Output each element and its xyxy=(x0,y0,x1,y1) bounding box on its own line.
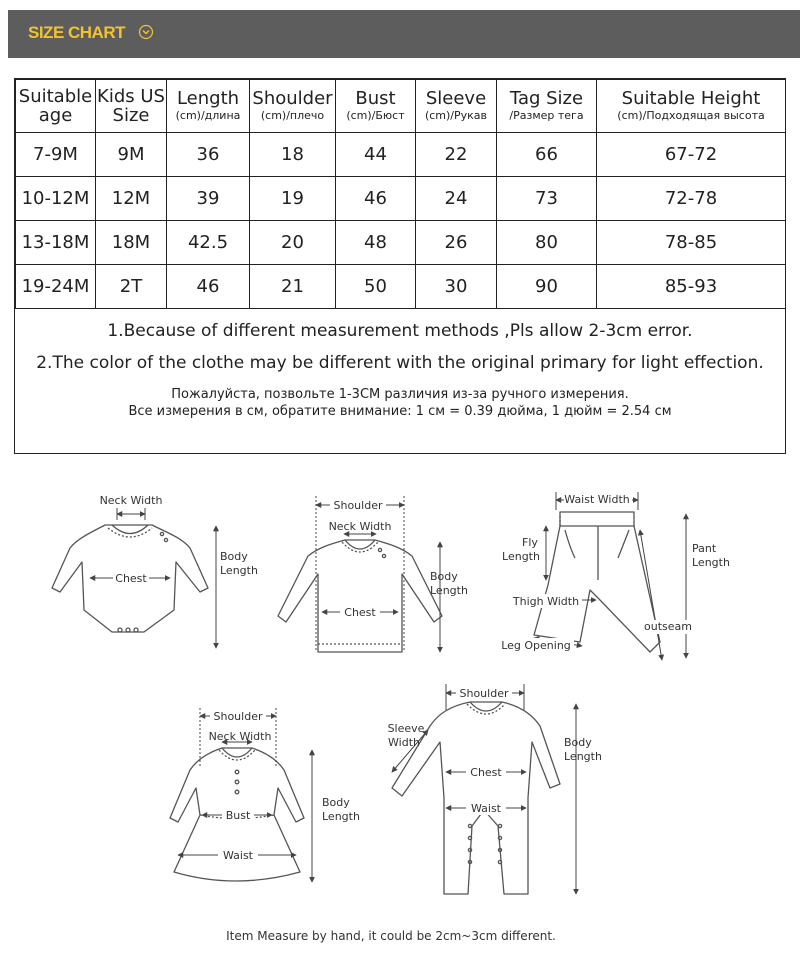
cell-height: 67-72 xyxy=(597,133,786,177)
cell-shoulder: 19 xyxy=(250,177,336,221)
label-bodysuit-neck: Neck Width xyxy=(99,494,163,507)
header-cell-age: Suitable age xyxy=(16,80,96,133)
header-cell-length: Length (cm)/длина xyxy=(167,80,250,133)
label-pants-thigh: Thigh Width xyxy=(512,595,580,608)
label-pants-pant: Pant xyxy=(692,542,717,555)
label-dress-length: Length xyxy=(322,810,360,823)
cell-us-size: 18M xyxy=(96,221,167,265)
table-row xyxy=(16,177,786,221)
label-dress-shoulder: Shoulder xyxy=(213,710,263,723)
label-romper-sleeve-width: Width xyxy=(388,736,420,749)
label-pants-fly: Fly xyxy=(522,536,538,549)
cell-age: 19-24M xyxy=(16,265,96,309)
label-top-neck: Neck Width xyxy=(328,520,392,533)
label-dress-waist: Waist xyxy=(222,849,254,862)
header-title: SIZE CHART xyxy=(28,23,125,42)
size-table xyxy=(15,79,786,309)
note-color-difference: 2.The color of the clothe may be different with the original primary for light effection. xyxy=(36,353,764,373)
table-header-row xyxy=(16,80,786,133)
header-cell-bust: Bust (cm)/Бюст xyxy=(336,80,416,133)
cell-us-size: 12M xyxy=(96,177,167,221)
cell-tag-size: 73 xyxy=(497,177,597,221)
cell-tag-size: 90 xyxy=(497,265,597,309)
label-romper-sleeve: Sleeve xyxy=(387,722,425,735)
cell-age: 7-9M xyxy=(16,133,96,177)
cell-bust: 48 xyxy=(336,221,416,265)
cell-bust: 44 xyxy=(336,133,416,177)
header-cell-sleeve: Sleeve (cm)/Рукав xyxy=(416,80,497,133)
cell-sleeve: 30 xyxy=(416,265,497,309)
cell-sleeve: 26 xyxy=(416,221,497,265)
label-romper-waist: Waist xyxy=(470,802,502,815)
label-top-length: Length xyxy=(430,584,468,597)
cell-shoulder: 21 xyxy=(250,265,336,309)
cell-tag-size: 66 xyxy=(497,133,597,177)
label-romper-length: Length xyxy=(564,750,602,763)
label-romper-body: Body xyxy=(564,736,592,749)
cell-length: 46 xyxy=(167,265,250,309)
label-romper-shoulder: Shoulder xyxy=(459,687,509,700)
label-dress-bust: Bust xyxy=(225,809,251,822)
note-russian-error: Пожалуйста, позвольте 1-3CM различия из-за ручного измерения. xyxy=(171,387,629,402)
cell-sleeve: 22 xyxy=(416,133,497,177)
header-cell-shoulder: Shoulder (cm)/плечо xyxy=(250,80,336,133)
cell-bust: 50 xyxy=(336,265,416,309)
label-top-shoulder: Shoulder xyxy=(333,499,383,512)
footer-note: Item Measure by hand, it could be 2cm~3cm different. xyxy=(226,929,556,943)
cell-height: 72-78 xyxy=(597,177,786,221)
label-pants-leg: Leg Opening xyxy=(501,639,571,652)
size-chart-header xyxy=(8,10,800,58)
table-row xyxy=(16,133,786,177)
label-dress-body: Body xyxy=(322,796,350,809)
header-cell-height: Suitable Height (cm)/Подходящая высота xyxy=(597,80,786,133)
cell-length: 39 xyxy=(167,177,250,221)
label-pants-fly-length: Length xyxy=(502,550,540,563)
note-measurement-error: 1.Because of different measurement methods ,Pls allow 2-3cm error. xyxy=(107,321,693,341)
chevron-down-circle-icon xyxy=(138,24,154,40)
cell-sleeve: 24 xyxy=(416,177,497,221)
cell-us-size: 2T xyxy=(96,265,167,309)
cell-bust: 46 xyxy=(336,177,416,221)
note-russian-units: Все измерения в см, обратите внимание: 1 см = 0.39 дюйма, 1 дюйм = 2.54 см xyxy=(128,404,672,419)
label-bodysuit-chest: Chest xyxy=(115,572,147,585)
top-illustration xyxy=(278,540,442,652)
cell-age: 10-12M xyxy=(16,177,96,221)
cell-shoulder: 18 xyxy=(250,133,336,177)
size-chart-box xyxy=(14,78,786,454)
pants-illustration xyxy=(534,512,660,652)
cell-age: 13-18M xyxy=(16,221,96,265)
label-top-chest: Chest xyxy=(344,606,376,619)
measurement-diagrams xyxy=(0,470,800,920)
label-pants-length: Length xyxy=(692,556,730,569)
cell-height: 78-85 xyxy=(597,221,786,265)
label-bodysuit-body: Body xyxy=(220,550,248,563)
label-bodysuit-length: Length xyxy=(220,564,258,577)
label-dress-neck: Neck Width xyxy=(208,730,272,743)
cell-height: 85-93 xyxy=(597,265,786,309)
header-cell-us-size: Kids US Size xyxy=(96,80,167,133)
label-pants-outseam: outseam xyxy=(644,620,692,633)
label-top-body: Body xyxy=(430,570,458,583)
table-row xyxy=(16,221,786,265)
header-cell-tag-size: Tag Size /Размер тега xyxy=(497,80,597,133)
table-row xyxy=(16,265,786,309)
cell-length: 42.5 xyxy=(167,221,250,265)
cell-us-size: 9M xyxy=(96,133,167,177)
label-romper-chest: Chest xyxy=(470,766,502,779)
cell-shoulder: 20 xyxy=(250,221,336,265)
cell-tag-size: 80 xyxy=(497,221,597,265)
label-pants-waist: Waist Width xyxy=(564,493,630,506)
pants-outseam-arrow xyxy=(640,530,662,660)
cell-length: 36 xyxy=(167,133,250,177)
